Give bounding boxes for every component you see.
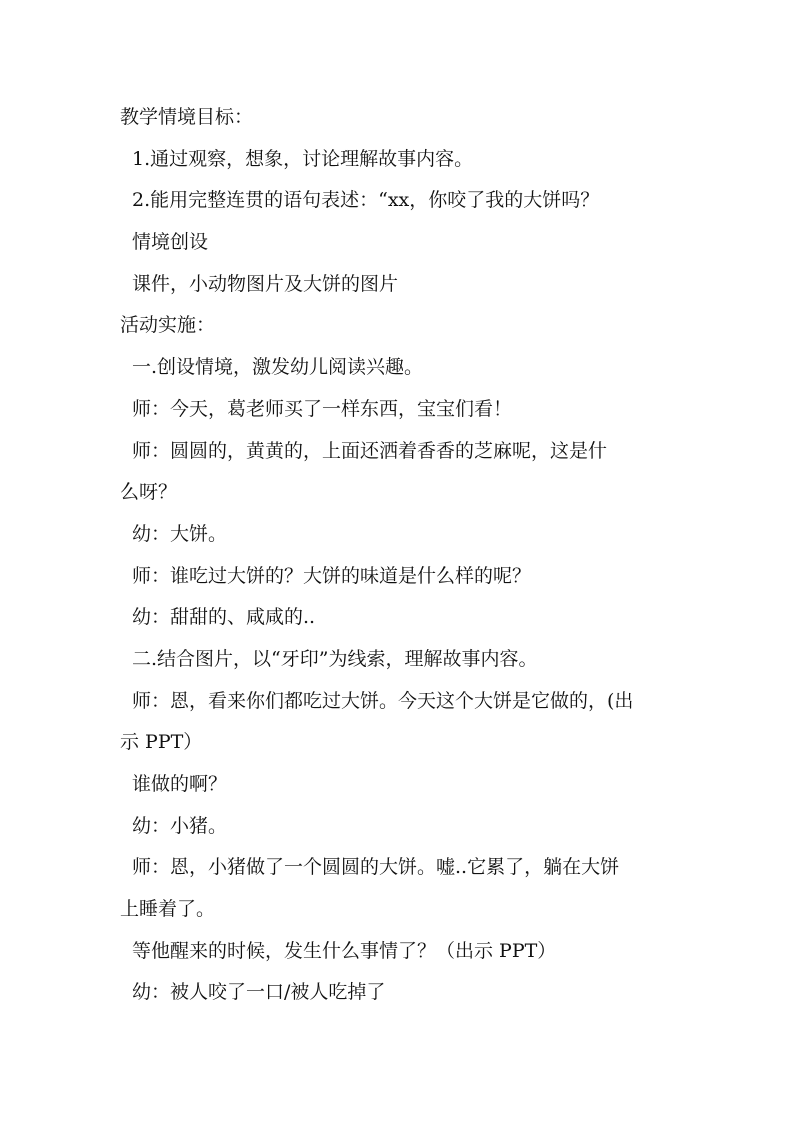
text-line: 等他醒来的时候，发生什么事情了？（出示 PPT） xyxy=(132,939,557,962)
text-line: 情境创设 xyxy=(132,231,209,254)
text-line: 幼：小猪。 xyxy=(132,814,228,837)
text-line: 活动实施： xyxy=(120,314,216,337)
text-line: 谁做的啊？ xyxy=(132,773,228,795)
document-body xyxy=(120,97,680,1014)
text-line: 课件，小动物图片及大饼的图片 xyxy=(132,272,399,295)
text-line: 教学情境目标： xyxy=(120,106,254,128)
text-line: 师：恩，看来你们都吃过大饼。今天这个大饼是它做的，(出 xyxy=(132,689,634,712)
text-line: 幼：被人咬了一口/被人吃掉了 xyxy=(132,981,386,1004)
text-line: 二.结合图片，以“牙印”为线索，理解故事内容。 xyxy=(132,647,538,670)
text-line: 师：圆圆的，黄黄的，上面还洒着香香的芝麻呢，这是什 xyxy=(132,439,608,462)
text-line: 2.能用完整连贯的语句表述：“xx，你咬了我的大饼吗？ xyxy=(132,189,600,212)
text-line: 师：今天，葛老师买了一样东西，宝宝们看！ xyxy=(132,397,513,420)
text-line: 示 PPT） xyxy=(120,731,203,754)
text-line: 1.通过观察，想象，讨论理解故事内容。 xyxy=(132,147,474,170)
text-line: 上睡着了。 xyxy=(120,898,216,921)
text-line: 么呀？ xyxy=(120,481,178,504)
text-line: 师：恩，小猪做了一个圆圆的大饼。嘘..它累了，躺在大饼 xyxy=(132,856,620,879)
text-line: 幼：甜甜的、咸咸的.. xyxy=(132,606,316,629)
text-line: 一.创设情境，激发幼儿阅读兴趣。 xyxy=(132,356,424,379)
text-line: 幼：大饼。 xyxy=(132,522,228,545)
text-line: 师：谁吃过大饼的？大饼的味道是什么样的呢？ xyxy=(132,564,532,587)
